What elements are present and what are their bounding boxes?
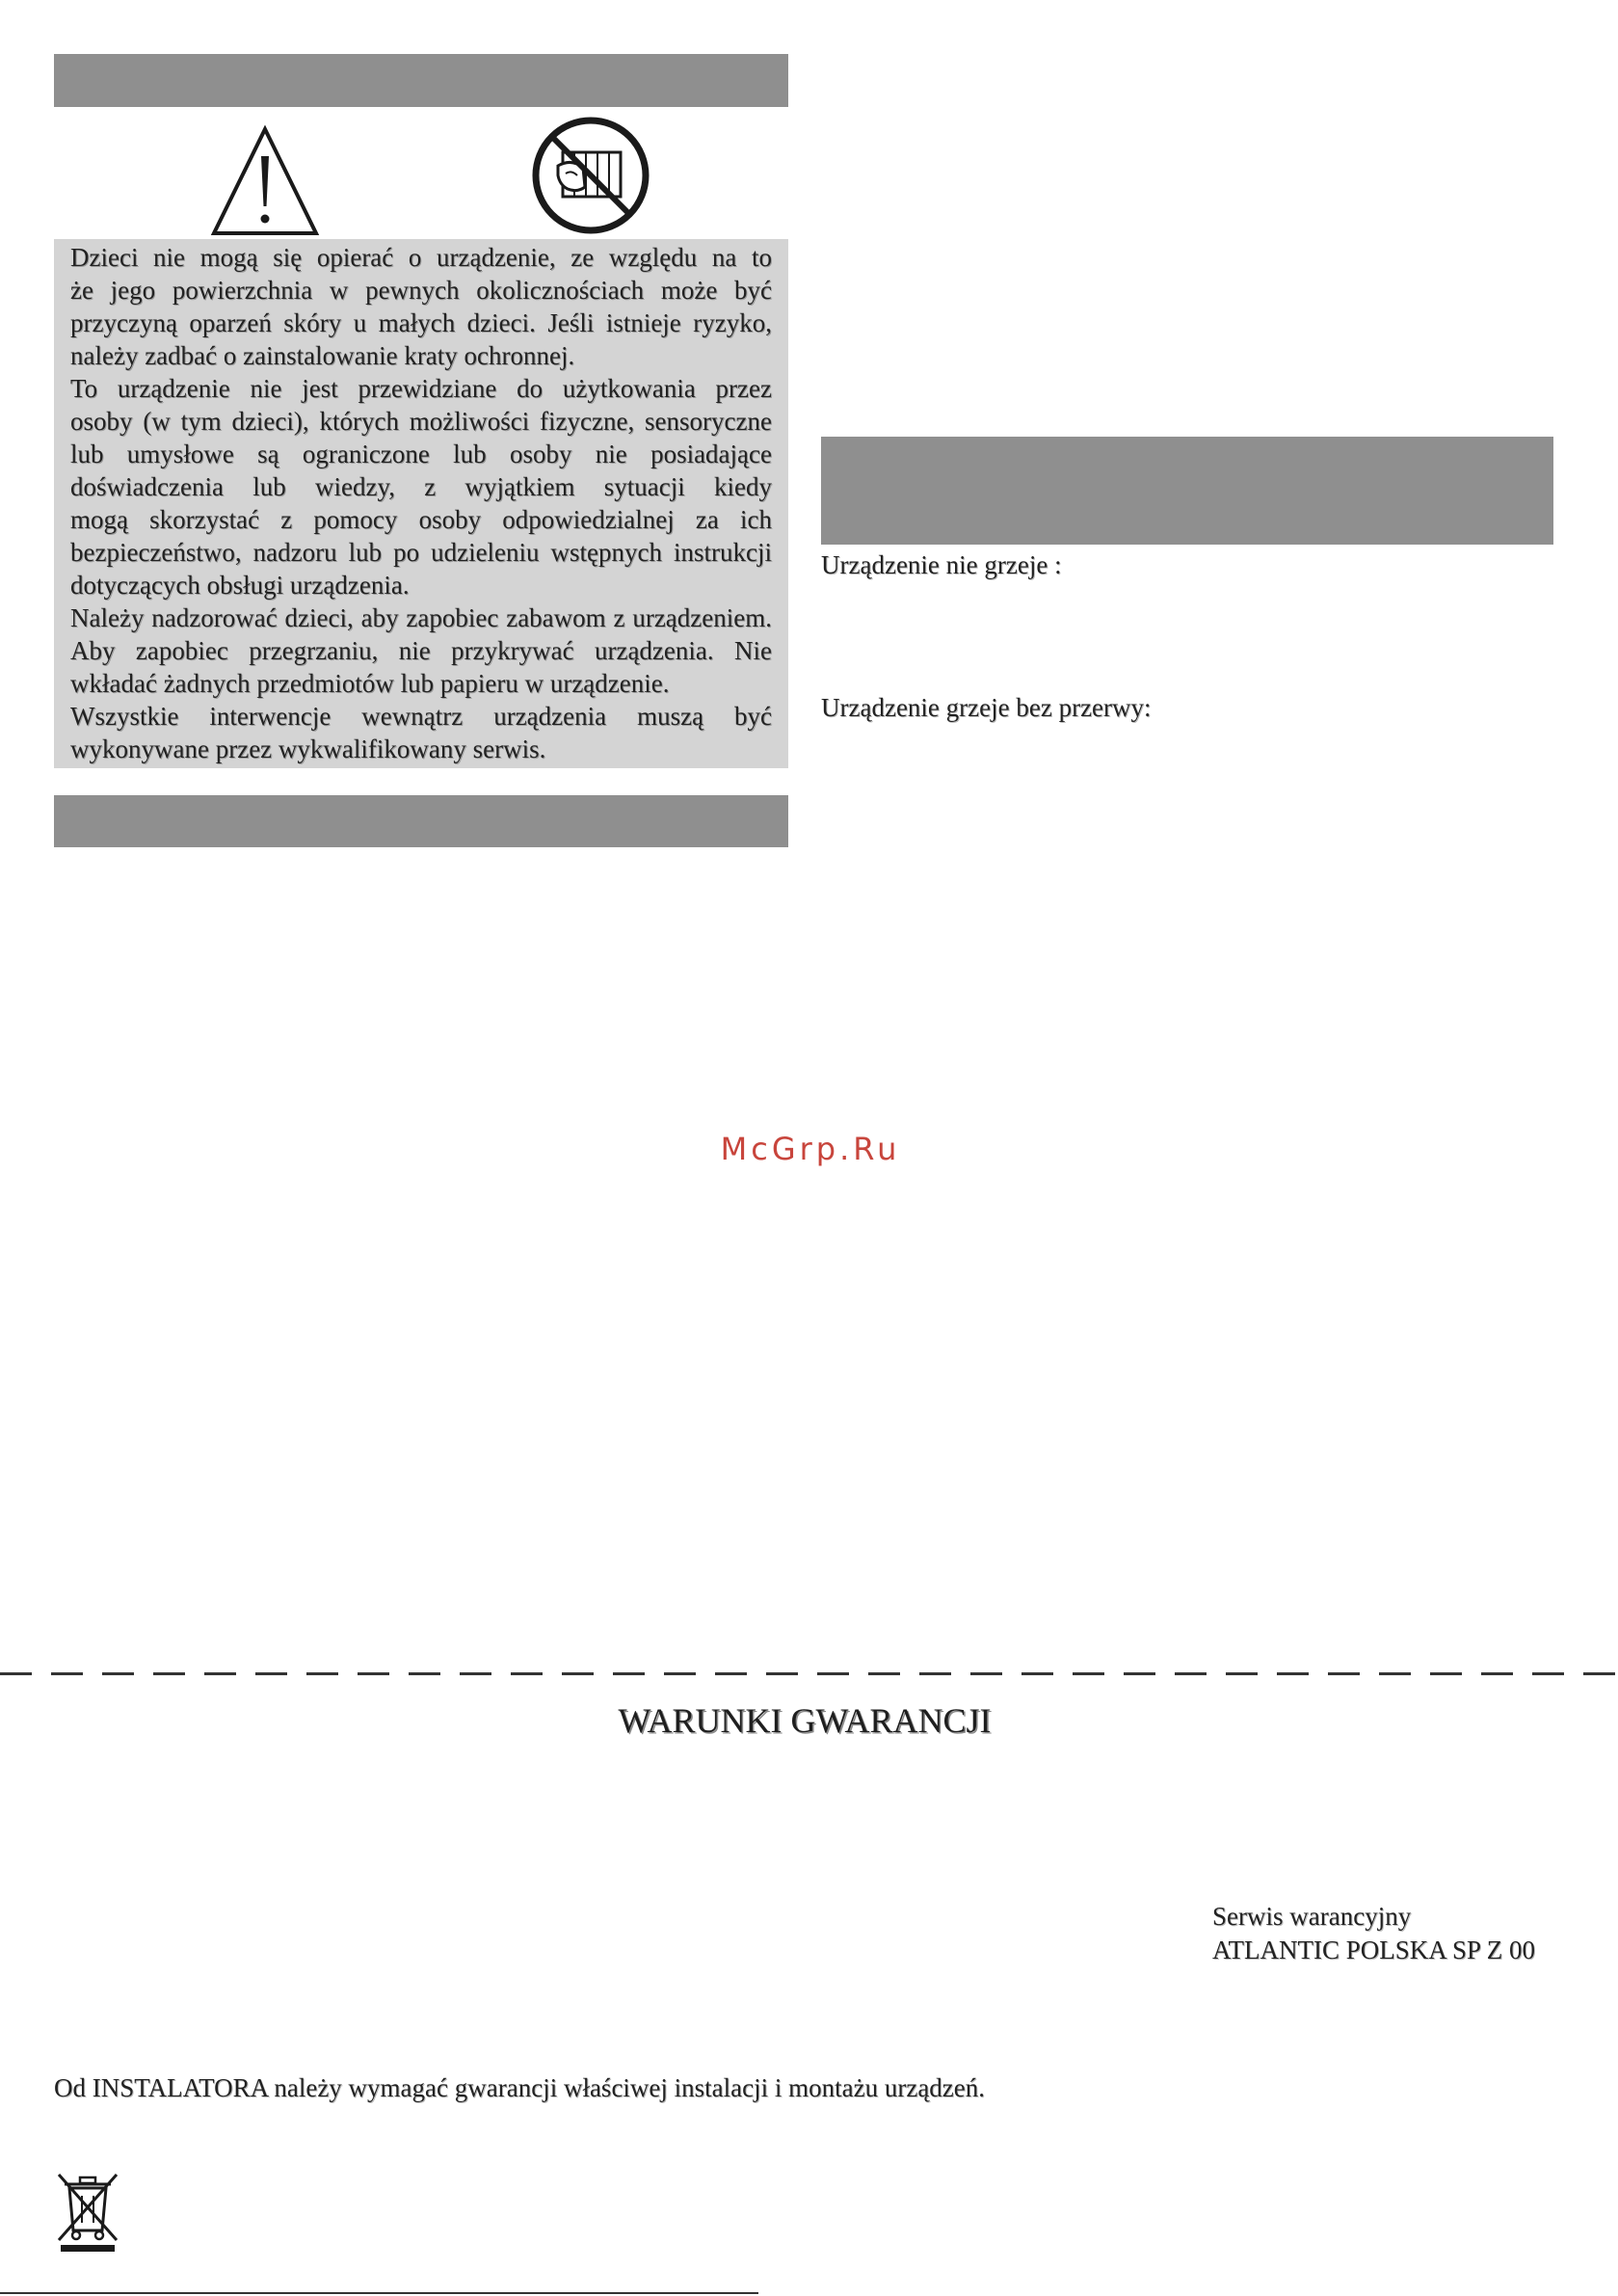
watermark: McGrp.Ru bbox=[720, 1131, 901, 1167]
warning-text-line: należy zadbać o zainstalowanie kraty ochronnej. bbox=[70, 341, 575, 370]
installer-warranty-note: Od INSTALATORA należy wymagać gwarancji właściwej instalacji i montażu urządzeń. bbox=[54, 2073, 986, 2102]
cut-line-divider bbox=[0, 1672, 1618, 1675]
safety-header-bar bbox=[54, 54, 788, 107]
warning-text-line: mogą skorzystać z pomocy osoby odpowiedzialnej za ich bbox=[70, 505, 772, 534]
warning-text-line: osoby (w tym dzieci), których możliwości fizyczne, sensoryczne bbox=[70, 407, 772, 436]
troubleshooting-header-bar bbox=[821, 437, 1553, 545]
do-not-cover-icon bbox=[531, 116, 650, 235]
warning-text-line: Aby zapobiec przegrzaniu, nie przykrywać urządzenia. Nie bbox=[70, 636, 772, 665]
warning-text-line: wkładać żadnych przedmiotów lub papieru w urządzenie. bbox=[70, 669, 670, 698]
bottom-rule bbox=[0, 2292, 758, 2294]
child-safety-warning-box bbox=[54, 239, 788, 768]
constant-heat-label: Urządzenie grzeje bez przerwy: bbox=[821, 693, 1152, 722]
warning-text-line: Wszystkie interwencje wewnątrz urządzenia muszą być bbox=[70, 702, 772, 731]
warning-text-line: dotyczących obsługi urządzenia. bbox=[70, 571, 410, 600]
warranty-service-company: ATLANTIC POLSKA SP Z 00 bbox=[1212, 1936, 1536, 1964]
warranty-service-label: Serwis warancyjny bbox=[1212, 1902, 1412, 1931]
warning-text-line: Należy nadzorować dzieci, aby zapobiec zabawom z urządzeniem. bbox=[70, 603, 772, 632]
warning-text-line: wykonywane przez wykwalifikowany serwis. bbox=[70, 734, 546, 763]
warranty-title: WARUNKI GWARANCJI bbox=[618, 1701, 992, 1740]
crossed-out-bin-icon bbox=[53, 2169, 122, 2254]
warning-text-line: że jego powierzchnia w pewnych okolicznościach może być bbox=[70, 276, 772, 305]
no-heat-label: Urządzenie nie grzeje : bbox=[821, 550, 1062, 579]
installation-header-bar bbox=[54, 795, 788, 847]
warning-text-line: lub umysłowe są ograniczone lub osoby nie posiadające bbox=[70, 440, 772, 468]
warning-text-line: Dzieci nie mogą się opierać o urządzenie, ze względu na to bbox=[70, 243, 772, 272]
warning-triangle-icon bbox=[208, 123, 322, 237]
warning-text-line: bezpieczeństwo, nadzoru lub po udzieleniu wstępnych instrukcji bbox=[70, 538, 772, 567]
warning-text-line: To urządzenie nie jest przewidziane do użytkowania przez bbox=[70, 374, 772, 403]
warning-text-line: doświadczenia lub wiedzy, z wyjątkiem sytuacji kiedy bbox=[70, 472, 772, 501]
warning-text-line: przyczyną oparzeń skóry u małych dzieci. Jeśli istnieje ryzyko, bbox=[70, 308, 772, 337]
